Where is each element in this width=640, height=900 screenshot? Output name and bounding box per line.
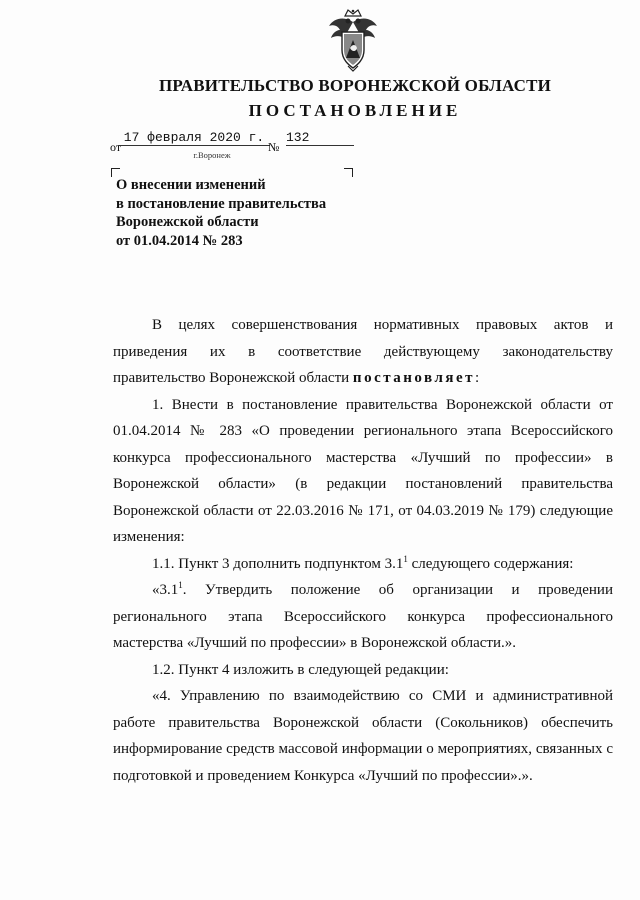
- organization-title: ПРАВИТЕЛЬСТВО ВОРОНЕЖСКОЙ ОБЛАСТИ: [158, 76, 552, 95]
- superscript: 1: [178, 580, 183, 590]
- date-underline: [118, 145, 270, 146]
- item-1-paragraph: 1. Внести в постановление правительства Воронежской области от 01.04.2014 № 283 «О проведении регионального этапа Всероссийского конкурса профессионального мастерства «Лучший по профессии» в Воронежской области» (в редакции постановлений правительства Воронежской области от 22.03.2016 № 171, от 04.03.2019 № 179) следующие изменения:: [113, 396, 613, 545]
- document-date: 17 февраля 2020 г.: [123, 130, 265, 145]
- document-number: 132: [286, 130, 310, 145]
- subject-line: в постановление правительства: [116, 195, 327, 212]
- preamble-text: В целях совершенствования нормативных правовых актов и приведения их в соответствие действующему законодательству правительство Воронежской области: [113, 317, 613, 386]
- item-1-1-text-end: следующего содержания:: [407, 555, 574, 572]
- resolves-word: постановляет: [352, 370, 476, 386]
- subject-line: от 01.04.2014 № 283: [116, 232, 243, 249]
- coat-of-arms-icon: [326, 8, 380, 72]
- item-4-paragraph: «4. Управлению по взаимодействию со СМИ и административной работе правительства Воронежской области (Сокольников) обеспечить информирование средств массовой информации о мероприятиях, связанных с подготовкой и проведением Конкурса «Лучший по профессии».».: [113, 688, 613, 784]
- item-1-2-paragraph: 1.2. Пункт 4 изложить в следующей редакции:: [152, 661, 449, 678]
- number-underline: [286, 145, 354, 146]
- subject-line: О внесении изменений: [116, 177, 266, 193]
- item-1-1-paragraph: [113, 551, 613, 578]
- document-subject: [116, 176, 356, 250]
- superscript: 1: [403, 553, 408, 564]
- document-type-title: ПОСТАНОВЛЕНИЕ: [248, 101, 462, 120]
- date-number-line: [110, 130, 470, 158]
- item-1-1-text: 1.1. Пункт 3 дополнить подпунктом 3.1: [152, 555, 404, 572]
- number-prefix: №: [268, 140, 280, 154]
- subject-line: Воронежской области: [116, 214, 259, 230]
- subitem-3-1-text: . Утвердить положение об организации и проведении регионального этапа Всероссийского конкурса профессионального мастерства «Лучший по профессии» в Воронежской области.».: [113, 582, 613, 651]
- subitem-3-1-start: «3.1: [152, 582, 179, 598]
- city-label: г.Воронеж: [193, 150, 231, 160]
- document-body: [113, 312, 613, 789]
- date-prefix: от: [110, 140, 122, 154]
- preamble-end: :: [475, 370, 480, 386]
- preamble-paragraph: [113, 312, 613, 392]
- subitem-3-1-paragraph: [113, 577, 613, 657]
